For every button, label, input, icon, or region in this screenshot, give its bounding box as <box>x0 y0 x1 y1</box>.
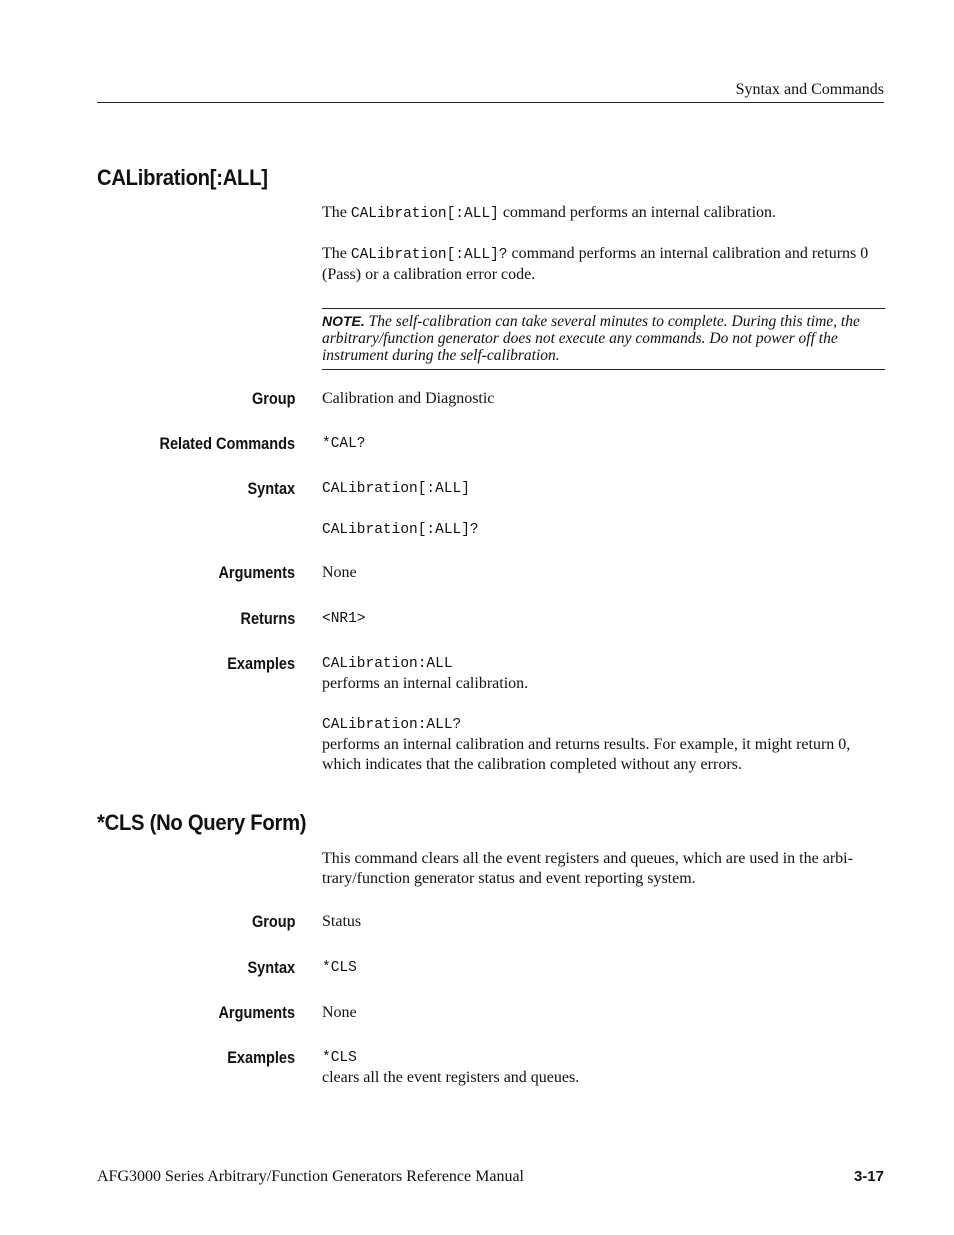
label-related-commands: Related Commands <box>159 435 295 453</box>
label-syntax-cls: Syntax <box>247 959 295 977</box>
arguments-value: None <box>322 564 357 581</box>
example-2-desc: performs an internal calibration and returns results. For example, it might return 0, which indicates that the calibration completed without any errors. <box>322 736 851 773</box>
returns-value: <NR1> <box>322 611 366 627</box>
page-number: 3-17 <box>853 1168 884 1185</box>
section-title-cls: *CLS (No Query Form) <box>97 810 307 835</box>
related-commands-value: *CAL? <box>322 436 366 452</box>
note-tag: NOTE. <box>322 313 365 329</box>
running-header: Syntax and Commands <box>735 81 884 98</box>
example-desc-cls: clears all the event registers and queues. <box>322 1069 580 1086</box>
calibration-intro-1: The CALibration[:ALL] command performs an internal calibration. <box>322 204 777 222</box>
note-rule-bottom <box>322 369 885 370</box>
label-group: Group <box>251 390 295 408</box>
note-block <box>322 313 885 364</box>
group-value: Calibration and Diagnostic <box>322 390 495 407</box>
label-examples: Examples <box>227 655 295 673</box>
note-rule-top <box>322 308 885 309</box>
label-syntax: Syntax <box>247 480 295 498</box>
label-examples-cls: Examples <box>227 1049 295 1067</box>
label-returns: Returns <box>240 610 295 628</box>
example-code-cls: *CLS <box>322 1050 357 1066</box>
example-2-code: CALibration:ALL? <box>322 717 462 733</box>
syntax-line-1: CALibration[:ALL] <box>322 481 470 497</box>
footer-manual-title: AFG3000 Series Arbitrary/Function Generators Reference Manual <box>97 1168 524 1185</box>
section-title-calibration: CALibration[:ALL] <box>97 165 268 190</box>
note-text: The self-calibration can take several minutes to complete. During this time, the arbitrary/function generator does not execute any commands. Do not power off the instrument during the self-calibration. <box>322 313 860 364</box>
label-arguments-cls: Arguments <box>218 1004 295 1022</box>
example-1-desc: performs an internal calibration. <box>322 675 529 692</box>
header-rule <box>97 102 884 103</box>
calibration-intro-2: The CALibration[:ALL]? command performs an internal calibration and returns 0 (Pass) or a calibration error code. <box>322 245 869 283</box>
example-1-code: CALibration:ALL <box>322 656 453 672</box>
cls-intro: This command clears all the event registers and queues, which are used in the arbi-trary/function generator status and event reporting system. <box>322 850 853 887</box>
group-value-cls: Status <box>322 913 362 930</box>
label-arguments: Arguments <box>218 564 295 582</box>
label-group-cls: Group <box>251 913 295 931</box>
syntax-line-2: CALibration[:ALL]? <box>322 522 479 538</box>
syntax-value-cls: *CLS <box>322 960 357 976</box>
arguments-value-cls: None <box>322 1004 357 1021</box>
